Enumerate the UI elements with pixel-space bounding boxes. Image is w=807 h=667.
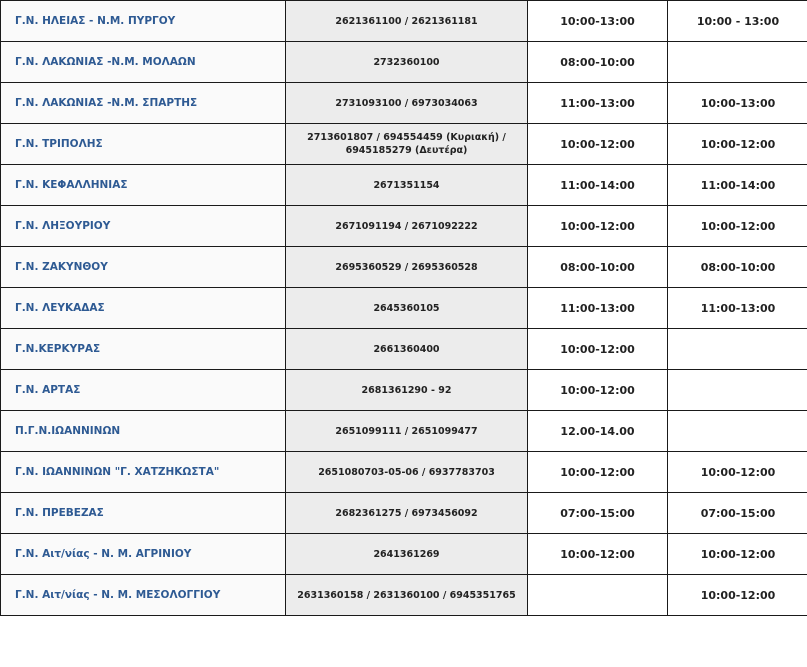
hours-cell: 10:00 - 13:00 xyxy=(668,1,807,42)
phone-cell: 2732360100 xyxy=(286,42,528,83)
table-row xyxy=(1,370,807,411)
hospital-name-cell: Γ.Ν. ΛΕΥΚΑΔΑΣ xyxy=(1,288,286,329)
table-row xyxy=(1,83,807,124)
hospital-name-cell: Π.Γ.Ν.ΙΩΑΝΝΙΝΩΝ xyxy=(1,411,286,452)
table-row xyxy=(1,575,807,616)
hours-cell: 08:00-10:00 xyxy=(668,247,807,288)
hours-cell: 11:00-13:00 xyxy=(668,288,807,329)
hours-cell: 10:00-12:00 xyxy=(668,452,807,493)
hospital-name-cell: Γ.Ν. ΛΗΞΟΥΡΙΟΥ xyxy=(1,206,286,247)
phone-cell: 2661360400 xyxy=(286,329,528,370)
phone-cell: 2713601807 / 694554459 (Κυριακή) / 6945185279 (Δευτέρα) xyxy=(286,124,528,165)
hospital-name-cell: Γ.Ν. ΛΑΚΩΝΙΑΣ -Ν.Μ. ΣΠΑΡΤΗΣ xyxy=(1,83,286,124)
phone-cell: 2671351154 xyxy=(286,165,528,206)
phone-cell: 2631360158 / 2631360100 / 6945351765 xyxy=(286,575,528,616)
hours-cell xyxy=(668,411,807,452)
hours-cell xyxy=(668,329,807,370)
hours-cell: 10:00-12:00 xyxy=(528,452,668,493)
hours-cell: 10:00-12:00 xyxy=(668,206,807,247)
hours-cell: 08:00-10:00 xyxy=(528,42,668,83)
table-row xyxy=(1,206,807,247)
hours-cell: 11:00-13:00 xyxy=(528,288,668,329)
table-row xyxy=(1,288,807,329)
hours-cell: 11:00-14:00 xyxy=(528,165,668,206)
hours-cell: 10:00-12:00 xyxy=(668,575,807,616)
hours-cell: 10:00-12:00 xyxy=(668,534,807,575)
phone-cell: 2651099111 / 2651099477 xyxy=(286,411,528,452)
hours-cell: 08:00-10:00 xyxy=(528,247,668,288)
table-row xyxy=(1,411,807,452)
hospital-name-cell: Γ.Ν. ΗΛΕΙΑΣ - Ν.Μ. ΠΥΡΓΟΥ xyxy=(1,1,286,42)
table-row xyxy=(1,165,807,206)
hospital-name-cell: Γ.Ν. ΤΡΙΠΟΛΗΣ xyxy=(1,124,286,165)
hospital-name-cell: Γ.Ν. Αιτ/νίας - Ν. Μ. ΑΓΡΙΝΙΟΥ xyxy=(1,534,286,575)
hours-cell: 07:00-15:00 xyxy=(668,493,807,534)
table-row xyxy=(1,493,807,534)
hours-cell: 10:00-13:00 xyxy=(668,83,807,124)
hours-cell xyxy=(528,575,668,616)
phone-cell: 2621361100 / 2621361181 xyxy=(286,1,528,42)
phone-cell: 2682361275 / 6973456092 xyxy=(286,493,528,534)
table-row xyxy=(1,329,807,370)
table-row xyxy=(1,452,807,493)
table-row xyxy=(1,247,807,288)
phone-cell: 2671091194 / 2671092222 xyxy=(286,206,528,247)
hours-cell xyxy=(668,42,807,83)
hospital-name-cell: Γ.Ν. ΑΡΤΑΣ xyxy=(1,370,286,411)
table-row xyxy=(1,534,807,575)
hospital-name-cell: Γ.Ν. Αιτ/νίας - Ν. Μ. ΜΕΣΟΛΟΓΓΙΟΥ xyxy=(1,575,286,616)
table-row xyxy=(1,124,807,165)
hours-cell: 11:00-13:00 xyxy=(528,83,668,124)
hours-cell: 10:00-12:00 xyxy=(668,124,807,165)
hours-cell: 10:00-12:00 xyxy=(528,206,668,247)
phone-cell: 2695360529 / 2695360528 xyxy=(286,247,528,288)
hospital-name-cell: Γ.Ν. ΠΡΕΒΕΖΑΣ xyxy=(1,493,286,534)
hours-cell: 07:00-15:00 xyxy=(528,493,668,534)
phone-cell: 2641361269 xyxy=(286,534,528,575)
hospital-name-cell: Γ.Ν. ΚΕΦΑΛΛΗΝΙΑΣ xyxy=(1,165,286,206)
hours-cell: 10:00-12:00 xyxy=(528,534,668,575)
hospital-name-cell: Γ.Ν. ΙΩΑΝΝΙΝΩΝ "Γ. ΧΑΤΖΗΚΩΣΤΑ" xyxy=(1,452,286,493)
table-row xyxy=(1,42,807,83)
phone-cell: 2645360105 xyxy=(286,288,528,329)
hours-cell xyxy=(668,370,807,411)
hours-cell: 10:00-13:00 xyxy=(528,1,668,42)
hours-cell: 10:00-12:00 xyxy=(528,329,668,370)
table-row xyxy=(1,1,807,42)
hours-cell: 11:00-14:00 xyxy=(668,165,807,206)
hospital-name-cell: Γ.Ν. ΖΑΚΥΝΘΟΥ xyxy=(1,247,286,288)
hours-cell: 12.00-14.00 xyxy=(528,411,668,452)
hospital-name-cell: Γ.Ν.ΚΕΡΚΥΡΑΣ xyxy=(1,329,286,370)
phone-cell: 2681361290 - 92 xyxy=(286,370,528,411)
hours-cell: 10:00-12:00 xyxy=(528,370,668,411)
hospital-name-cell: Γ.Ν. ΛΑΚΩΝΙΑΣ -Ν.Μ. ΜΟΛΑΩΝ xyxy=(1,42,286,83)
phone-cell: 2651080703-05-06 / 6937783703 xyxy=(286,452,528,493)
hours-cell: 10:00-12:00 xyxy=(528,124,668,165)
phone-cell: 2731093100 / 6973034063 xyxy=(286,83,528,124)
table-body xyxy=(1,0,807,616)
